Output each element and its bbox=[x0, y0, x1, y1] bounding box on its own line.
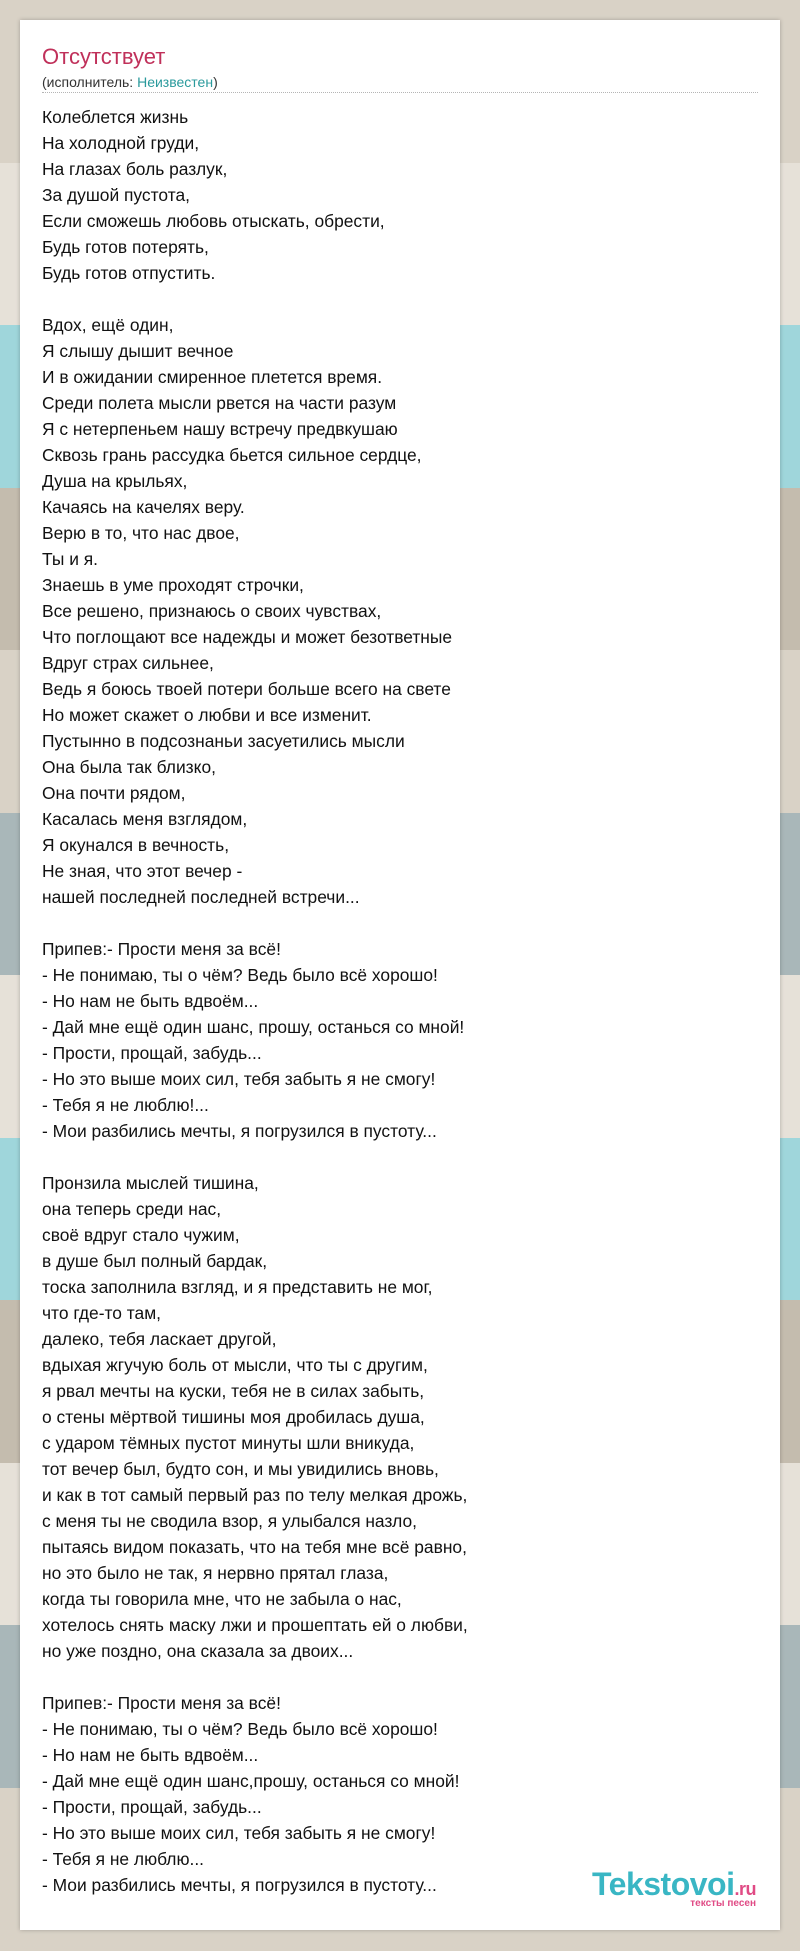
lyrics-line: - Но это выше моих сил, тебя забыть я не смогу! bbox=[42, 1823, 436, 1843]
lyrics-line: Будь готов отпустить. bbox=[42, 263, 216, 283]
lyrics-line: о стены мёртвой тишины моя дробилась душа, bbox=[42, 1407, 425, 1427]
lyrics-blank-line bbox=[42, 286, 762, 312]
lyrics-card bbox=[20, 20, 780, 1930]
lyrics-line: Ты и я. bbox=[42, 549, 98, 569]
lyrics-line: нашей последней последней встречи... bbox=[42, 887, 360, 907]
lyrics-blank-line bbox=[42, 910, 762, 936]
lyrics-line: Колеблется жизнь bbox=[42, 107, 189, 127]
title-divider bbox=[42, 92, 758, 93]
lyrics-line: я рвал мечты на куски, тебя не в силах забыть, bbox=[42, 1381, 425, 1401]
lyrics-line: Пустынно в подсознаньи засуетились мысли bbox=[42, 731, 405, 751]
lyrics-line: Я с нетерпеньем нашу встречу предвкушаю bbox=[42, 419, 398, 439]
lyrics-line: - Мои разбились мечты, я погрузился в пустоту... bbox=[42, 1121, 437, 1141]
lyrics-blank-line bbox=[42, 1664, 762, 1690]
lyrics-line: Будь готов потерять, bbox=[42, 237, 209, 257]
lyrics-line: Сквозь грань рассудка бьется сильное сердце, bbox=[42, 445, 422, 465]
lyrics-line: Припев:- Прости меня за всё! bbox=[42, 939, 281, 959]
song-title: Отсутствует bbox=[42, 44, 166, 69]
lyrics-line: Вдруг страх сильнее, bbox=[42, 653, 214, 673]
lyrics-line: Среди полета мысли рвется на части разум bbox=[42, 393, 397, 413]
lyrics-line: в душе был полный бардак, bbox=[42, 1251, 268, 1271]
lyrics-line: и как в тот самый первый раз по телу мелкая дрожь, bbox=[42, 1485, 468, 1505]
lyrics-line: - Не понимаю, ты о чём? Ведь было всё хорошо! bbox=[42, 1719, 438, 1739]
lyrics-line: она теперь среди нас, bbox=[42, 1199, 222, 1219]
lyrics-line: Я окунался в вечность, bbox=[42, 835, 230, 855]
lyrics-line: - Дай мне ещё один шанс,прошу, останься со мной! bbox=[42, 1771, 460, 1791]
lyrics-line: с ударом тёмных пустот минуты шли вникуда, bbox=[42, 1433, 415, 1453]
logo-tld: .ru bbox=[734, 1879, 756, 1899]
lyrics-line: Я слышу дышит вечное bbox=[42, 341, 234, 361]
lyrics-line: Душа на крыльях, bbox=[42, 471, 188, 491]
lyrics-line: когда ты говорила мне, что не забыла о нас, bbox=[42, 1589, 402, 1609]
lyrics-line: Знаешь в уме проходят строчки, bbox=[42, 575, 304, 595]
lyrics-line: тот вечер был, будто сон, и мы увидились вновь, bbox=[42, 1459, 439, 1479]
lyrics-line: - Не понимаю, ты о чём? Ведь было всё хорошо! bbox=[42, 965, 438, 985]
lyrics-line: За душой пустота, bbox=[42, 185, 190, 205]
lyrics-line: но уже поздно, она сказала за двоих... bbox=[42, 1641, 354, 1661]
lyrics-line: пытаясь видом показать, что на тебя мне всё равно, bbox=[42, 1537, 467, 1557]
lyrics-line: Что поглощают все надежды и может безответные bbox=[42, 627, 453, 647]
lyrics-line: Если сможешь любовь отыскать, обрести, bbox=[42, 211, 385, 231]
lyrics-line: вдыхая жгучую боль от мысли, что ты с другим, bbox=[42, 1355, 428, 1375]
lyrics-line: И в ожидании смиренное плетется время. bbox=[42, 367, 383, 387]
lyrics-line: с меня ты не сводила взор, я улыбался назло, bbox=[42, 1511, 418, 1531]
lyrics-line: Верю в то, что нас двое, bbox=[42, 523, 240, 543]
site-logo[interactable] bbox=[546, 1866, 756, 1910]
lyrics-line: своё вдруг стало чужим, bbox=[42, 1225, 240, 1245]
lyrics-blank-line bbox=[42, 1144, 762, 1170]
lyrics-line: но это было не так, я нервно прятал глаза, bbox=[42, 1563, 389, 1583]
logo-tagline: тексты песен bbox=[690, 1898, 756, 1909]
lyrics-line: - Тебя я не люблю... bbox=[42, 1849, 204, 1869]
lyrics-line: Но может скажет о любви и все изменит. bbox=[42, 705, 372, 725]
lyrics-line: Не зная, что этот вечер - bbox=[42, 861, 243, 881]
lyrics-line: - Но нам не быть вдвоём... bbox=[42, 1745, 259, 1765]
lyrics-line: - Прости, прощай, забудь... bbox=[42, 1797, 262, 1817]
lyrics-text bbox=[42, 104, 762, 1898]
lyrics-line: - Дай мне ещё один шанс, прошу, останься со мной! bbox=[42, 1017, 465, 1037]
lyrics-line: На холодной груди, bbox=[42, 133, 200, 153]
artist-prefix: (исполнитель: bbox=[42, 74, 138, 90]
lyrics-line: Припев:- Прости меня за всё! bbox=[42, 1693, 281, 1713]
lyrics-line: - Но нам не быть вдвоём... bbox=[42, 991, 259, 1011]
logo-name: Tekstovoi bbox=[591, 1866, 735, 1902]
lyrics-line: Все решено, признаюсь о своих чувствах, bbox=[42, 601, 382, 621]
lyrics-line: Пронзила мыслей тишина, bbox=[42, 1173, 259, 1193]
lyrics-line: Она почти рядом, bbox=[42, 783, 186, 803]
artist-line bbox=[42, 74, 218, 90]
lyrics-line: что где-то там, bbox=[42, 1303, 162, 1323]
lyrics-line: - Тебя я не люблю!... bbox=[42, 1095, 209, 1115]
lyrics-line: - Но это выше моих сил, тебя забыть я не смогу! bbox=[42, 1069, 436, 1089]
lyrics-line: - Мои разбились мечты, я погрузился в пустоту... bbox=[42, 1875, 437, 1895]
lyrics-line: На глазах боль разлук, bbox=[42, 159, 228, 179]
artist-link[interactable]: Неизвестен bbox=[137, 74, 214, 90]
lyrics-line: Касалась меня взглядом, bbox=[42, 809, 248, 829]
lyrics-line: Качаясь на качелях веру. bbox=[42, 497, 245, 517]
lyrics-line: Она была так близко, bbox=[42, 757, 216, 777]
lyrics-line: Вдох, ещё один, bbox=[42, 315, 174, 335]
lyrics-line: тоска заполнила взгляд, и я представить не мог, bbox=[42, 1277, 433, 1297]
lyrics-line: - Прости, прощай, забудь... bbox=[42, 1043, 262, 1063]
lyrics-line: Ведь я боюсь твоей потери больше всего на свете bbox=[42, 679, 451, 699]
artist-suffix: ) bbox=[213, 74, 218, 90]
lyrics-line: хотелось снять маску лжи и прошептать ей о любви, bbox=[42, 1615, 468, 1635]
lyrics-line: далеко, тебя ласкает другой, bbox=[42, 1329, 277, 1349]
